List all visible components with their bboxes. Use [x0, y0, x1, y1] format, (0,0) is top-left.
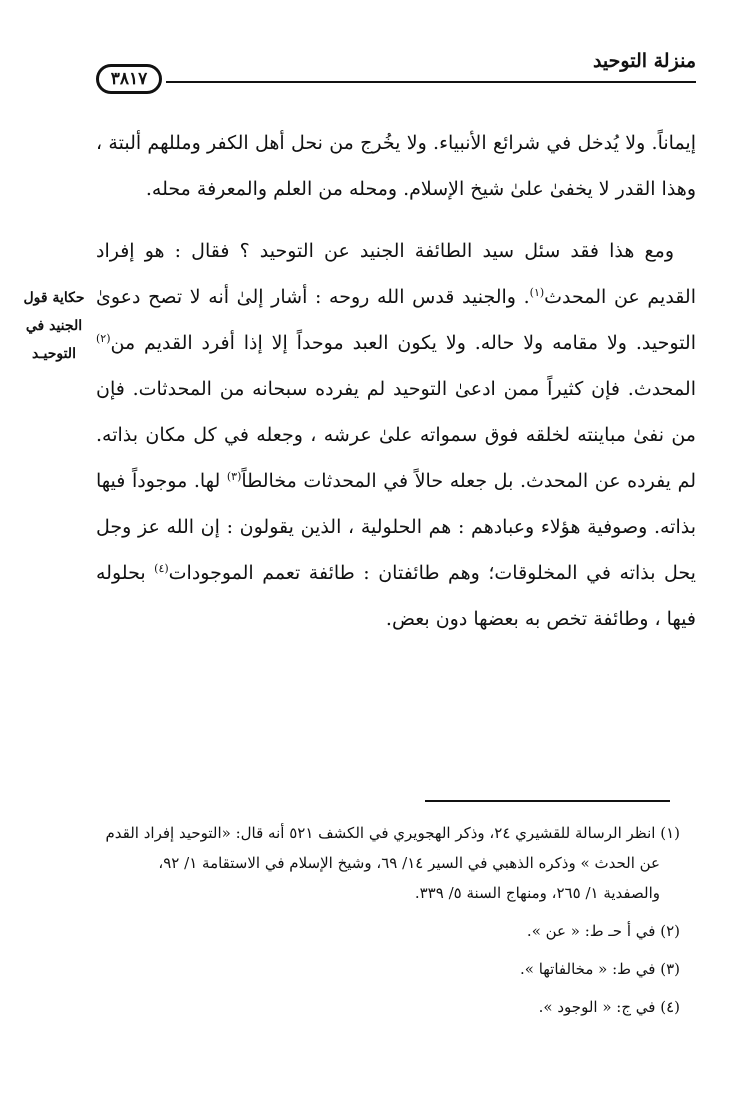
footnote: (٣) في ط: « مخالفاتها ». [519, 960, 680, 978]
footnote: (٢) في أ حـ ط: « عن ». [526, 922, 680, 940]
paragraph: إيماناً. ولا يُدخل في شرائع الأنبياء. ولا يخُرج من نحل أهل الكفر ومللهم ألبتة ، وهذا القدر لا يخفىٰ علىٰ شيخ الإسلام. ومحله من العلم والمعرفة محله. [96, 132, 696, 200]
chapter-title: منزلة التوحيد [592, 50, 696, 72]
text-segment: المحدث. فإن كثيراً ممن ادعىٰ التوحيد لم يفرده سبحانه من المحدثات. فإن من نفىٰ مباينته لخلقه فوق سمواته علىٰ عرشه ، وجعله في كل مكان بذاته. لم يفرده عن المحدث. بل جعله حالاً في المحدثات مخالطاً [96, 378, 697, 492]
footnote-line: عن الحدث » وذكره الذهبي في السير ١٤/ ٦٩، وشيخ الإسلام في الاستقامة ١/ ٩٢، [158, 854, 660, 872]
paragraph [96, 228, 696, 642]
footnote-ref[interactable]: (١) [529, 286, 545, 299]
main-text [96, 120, 696, 642]
margin-note-line: حكاية قول [23, 290, 85, 306]
text-segment: لها. موجوداً فيها بذاته. وصوفية هؤلاء وعبادهم : هم الحلولية ، الذين يقولون : إن الله عز وجل يحل بذاته في المخلوقات؛ وهم طائفتان : طائفة تعمم الموجودات [96, 470, 696, 584]
running-header [96, 46, 696, 90]
margin-note-line: التوحيـد [32, 346, 76, 362]
header-rule [166, 81, 696, 83]
page-number: ٣٨١٧ [96, 64, 162, 94]
paragraph-gap [96, 212, 696, 228]
footnote-ref[interactable]: (٤) [154, 562, 169, 575]
text-segment: ومع هذا فقد سئل سيد الطائفة الجنيد عن التوحيد ؟ فقال : هو إفراد القديم عن المحدث [96, 240, 696, 308]
text-segment: بحلوله فيها ، وطائفة تخص به بعضها دون بعض. [96, 562, 696, 630]
footnote-ref[interactable]: (٣) [226, 470, 242, 483]
footnote: (٤) في ج: « الوجود ». [538, 998, 680, 1016]
margin-note-line: الجنيد في [25, 318, 83, 334]
footnotes [96, 818, 680, 1030]
footnote-line: (١) انظر الرسالة للقشيري ٢٤، وذكر الهجويري في الكشف ٥٢١ أنه قال: «التوحيد إفراد القدم [105, 824, 680, 842]
footnote-ref[interactable]: (٢) [96, 332, 111, 345]
footnote-rule [425, 800, 670, 802]
text-segment: . والجنيد قدس الله روحه : أشار إلىٰ أنه لا تصح دعوىٰ التوحيد. ولا مقامه ولا حاله. ولا يكون العبد موحداً إلا إذا أفرد القديم من [96, 286, 696, 354]
footnote-line: والصفدية ١/ ٢٦٥، ومنهاج السنة ٥/ ٣٣٩. [414, 884, 660, 902]
margin-note [14, 284, 94, 368]
footnote [96, 818, 680, 908]
